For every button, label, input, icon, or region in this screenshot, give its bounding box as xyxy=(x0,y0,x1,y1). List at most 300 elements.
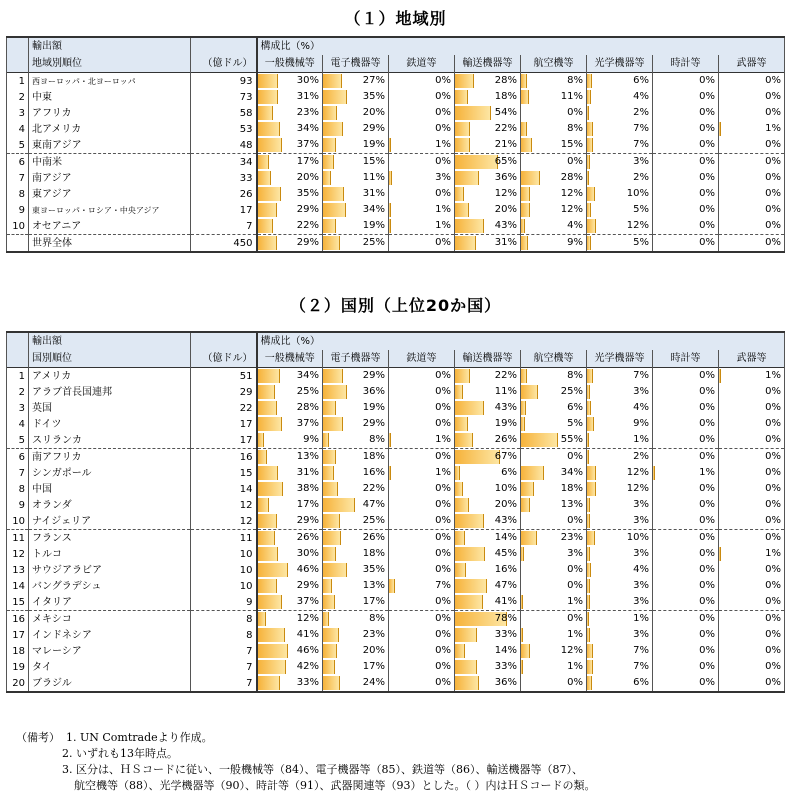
pct-cell xyxy=(455,400,521,416)
pct-value: 15% xyxy=(560,139,583,150)
pct-bar xyxy=(521,401,526,415)
rank-cell: 20 xyxy=(7,675,29,692)
table-row xyxy=(7,594,785,611)
rank-cell: 17 xyxy=(7,627,29,643)
pct-cell xyxy=(323,627,389,643)
pct-bar xyxy=(521,74,527,88)
pct-cell xyxy=(389,186,455,202)
pct-value: 55% xyxy=(560,434,583,445)
pct-value: 22% xyxy=(494,123,517,134)
pct-bar xyxy=(521,547,524,561)
pct-bar xyxy=(323,106,337,120)
pct-cell xyxy=(257,513,323,530)
section2-title: （２）国別（上位20か国） xyxy=(289,296,502,315)
pct-value: 0% xyxy=(435,515,451,526)
pct-bar xyxy=(258,90,279,104)
pct-value: 3% xyxy=(633,548,649,559)
pct-value: 3% xyxy=(633,386,649,397)
pct-cell xyxy=(719,675,785,692)
header-category: 光学機器等 xyxy=(587,350,653,368)
pct-value: 0% xyxy=(699,515,715,526)
pct-cell xyxy=(389,416,455,432)
header-category: 鉄道等 xyxy=(389,350,455,368)
pct-value: 0% xyxy=(699,188,715,199)
pct-cell xyxy=(653,400,719,416)
pct-cell xyxy=(389,368,455,385)
pct-cell xyxy=(323,675,389,692)
pct-cell xyxy=(653,154,719,171)
pct-bar xyxy=(323,450,336,464)
notes xyxy=(16,730,595,794)
pct-cell xyxy=(389,497,455,513)
notes-label: （備考） xyxy=(16,731,60,744)
pct-cell xyxy=(323,530,389,547)
pct-cell xyxy=(587,659,653,675)
pct-value: 37% xyxy=(296,139,319,150)
pct-value: 29% xyxy=(296,237,319,248)
pct-bar xyxy=(587,106,589,120)
pct-value: 1% xyxy=(765,548,782,559)
pct-value: 0% xyxy=(567,564,583,575)
table-row xyxy=(7,121,785,137)
pct-cell xyxy=(389,89,455,105)
pct-cell xyxy=(653,481,719,497)
pct-value: 36% xyxy=(362,386,385,397)
name-cell: ナイジェリア xyxy=(29,513,191,530)
pct-cell xyxy=(653,659,719,675)
pct-cell xyxy=(719,530,785,547)
pct-value: 38% xyxy=(296,483,319,494)
pct-value: 0% xyxy=(765,629,782,640)
pct-value: 41% xyxy=(494,596,517,607)
pct-bar xyxy=(455,466,460,480)
pct-cell xyxy=(587,643,653,659)
pct-cell xyxy=(257,432,323,449)
amount-cell: 12 xyxy=(191,497,257,513)
pct-value: 0% xyxy=(435,613,451,624)
pct-cell xyxy=(455,218,521,235)
pct-bar xyxy=(587,369,593,383)
pct-cell xyxy=(587,465,653,481)
pct-cell xyxy=(323,235,389,253)
pct-cell xyxy=(521,368,587,385)
pct-cell xyxy=(323,594,389,611)
pct-cell xyxy=(257,154,323,171)
pct-value: 6% xyxy=(633,677,649,688)
pct-value: 25% xyxy=(296,386,319,397)
pct-cell xyxy=(257,121,323,137)
pct-bar xyxy=(455,595,483,609)
pct-value: 8% xyxy=(369,434,385,445)
pct-bar xyxy=(587,417,594,431)
pct-cell xyxy=(323,562,389,578)
pct-cell xyxy=(587,154,653,171)
pct-bar xyxy=(258,660,286,674)
pct-cell xyxy=(323,497,389,513)
name-cell: タイ xyxy=(29,659,191,675)
pct-cell xyxy=(653,449,719,466)
pct-bar xyxy=(455,644,465,658)
pct-cell xyxy=(587,368,653,385)
pct-value: 2% xyxy=(633,172,649,183)
amount-cell: 17 xyxy=(191,202,257,218)
pct-value: 0% xyxy=(765,434,782,445)
table-row xyxy=(7,497,785,513)
pct-bar xyxy=(587,482,596,496)
amount-cell: 29 xyxy=(191,384,257,400)
rank-cell: 4 xyxy=(7,416,29,432)
pct-value: 0% xyxy=(435,451,451,462)
pct-value: 4% xyxy=(567,220,583,231)
pct-value: 0% xyxy=(435,564,451,575)
pct-bar xyxy=(587,155,590,169)
pct-bar xyxy=(258,74,278,88)
region-table xyxy=(6,36,785,253)
pct-value: 26% xyxy=(362,532,385,543)
pct-bar xyxy=(258,433,265,447)
pct-cell xyxy=(323,432,389,449)
pct-cell xyxy=(521,235,587,253)
pct-cell xyxy=(455,154,521,171)
pct-cell xyxy=(521,105,587,121)
pct-cell xyxy=(389,578,455,594)
pct-cell xyxy=(323,186,389,202)
pct-value: 0% xyxy=(567,156,583,167)
pct-cell xyxy=(719,384,785,400)
pct-cell xyxy=(521,121,587,137)
pct-value: 0% xyxy=(435,123,451,134)
name-cell: フランス xyxy=(29,530,191,547)
pct-value: 3% xyxy=(633,156,649,167)
rank-cell xyxy=(7,235,29,253)
pct-value: 0% xyxy=(765,677,782,688)
pct-value: 0% xyxy=(699,548,715,559)
pct-cell xyxy=(653,627,719,643)
pct-cell xyxy=(323,513,389,530)
header-amount-blank xyxy=(191,332,257,350)
pct-value: 17% xyxy=(362,596,385,607)
pct-bar xyxy=(521,138,532,152)
pct-cell xyxy=(389,530,455,547)
pct-cell xyxy=(389,546,455,562)
pct-value: 0% xyxy=(699,434,715,445)
pct-cell xyxy=(587,530,653,547)
amount-cell: 33 xyxy=(191,170,257,186)
pct-bar xyxy=(455,171,479,185)
pct-value: 0% xyxy=(699,156,715,167)
pct-value: 1% xyxy=(765,370,782,381)
pct-value: 35% xyxy=(296,188,319,199)
pct-value: 0% xyxy=(765,515,782,526)
amount-cell: 8 xyxy=(191,627,257,643)
pct-value: 24% xyxy=(362,677,385,688)
pct-value: 14% xyxy=(494,532,517,543)
section1-title: （１）地域別 xyxy=(344,9,447,28)
pct-cell xyxy=(587,384,653,400)
pct-cell xyxy=(653,121,719,137)
table-row xyxy=(7,513,785,530)
pct-cell xyxy=(455,594,521,611)
pct-bar xyxy=(455,628,477,642)
header-rank-blank xyxy=(7,55,29,73)
pct-bar xyxy=(521,595,523,609)
pct-cell xyxy=(455,89,521,105)
table-row xyxy=(7,137,785,154)
pct-bar xyxy=(587,203,591,217)
pct-bar xyxy=(587,628,590,642)
pct-bar xyxy=(521,90,529,104)
amount-cell: 17 xyxy=(191,416,257,432)
pct-value: 0% xyxy=(699,402,715,413)
pct-cell xyxy=(521,137,587,154)
pct-bar xyxy=(323,531,341,545)
pct-value: 20% xyxy=(296,172,319,183)
pct-cell xyxy=(719,481,785,497)
pct-value: 28% xyxy=(296,402,319,413)
pct-bar xyxy=(258,676,280,690)
pct-value: 20% xyxy=(494,499,517,510)
header-category: 鉄道等 xyxy=(389,55,455,73)
pct-cell xyxy=(653,675,719,692)
pct-cell xyxy=(587,170,653,186)
pct-value: 19% xyxy=(362,139,385,150)
pct-value: 16% xyxy=(494,564,517,575)
pct-cell xyxy=(587,497,653,513)
pct-value: 9% xyxy=(633,418,649,429)
pct-bar xyxy=(587,514,590,528)
pct-value: 0% xyxy=(699,483,715,494)
rank-cell: 10 xyxy=(7,218,29,235)
header-category: 電子機器等 xyxy=(323,350,389,368)
pct-value: 33% xyxy=(494,629,517,640)
pct-value: 0% xyxy=(435,677,451,688)
pct-bar xyxy=(258,385,275,399)
pct-cell xyxy=(389,400,455,416)
name-cell: メキシコ xyxy=(29,611,191,628)
pct-value: 0% xyxy=(567,580,583,591)
pct-bar xyxy=(323,660,335,674)
pct-bar xyxy=(521,122,527,136)
pct-bar xyxy=(258,122,281,136)
pct-bar xyxy=(455,531,465,545)
pct-cell xyxy=(719,497,785,513)
pct-cell xyxy=(653,594,719,611)
pct-cell xyxy=(653,89,719,105)
pct-bar xyxy=(719,369,721,383)
pct-bar xyxy=(719,122,721,136)
pct-cell xyxy=(653,465,719,481)
pct-value: 25% xyxy=(560,386,583,397)
pct-cell xyxy=(455,186,521,202)
pct-bar xyxy=(455,563,466,577)
pct-cell xyxy=(323,105,389,121)
pct-value: 33% xyxy=(296,677,319,688)
pct-value: 0% xyxy=(699,451,715,462)
pct-value: 42% xyxy=(296,661,319,672)
pct-cell xyxy=(323,449,389,466)
pct-value: 31% xyxy=(296,467,319,478)
pct-value: 3% xyxy=(633,499,649,510)
header-row-1 xyxy=(7,37,785,55)
pct-cell xyxy=(455,235,521,253)
pct-cell xyxy=(257,89,323,105)
pct-cell xyxy=(257,400,323,416)
pct-value: 0% xyxy=(699,661,715,672)
pct-value: 7% xyxy=(633,661,649,672)
pct-bar xyxy=(323,74,342,88)
pct-cell xyxy=(587,218,653,235)
pct-value: 4% xyxy=(633,91,649,102)
rank-cell: 2 xyxy=(7,384,29,400)
pct-cell xyxy=(389,659,455,675)
pct-bar xyxy=(587,612,589,626)
pct-bar xyxy=(258,155,270,169)
pct-value: 0% xyxy=(435,483,451,494)
pct-cell xyxy=(587,73,653,90)
name-cell: 南アジア xyxy=(29,170,191,186)
amount-cell: 15 xyxy=(191,465,257,481)
pct-cell xyxy=(323,121,389,137)
pct-cell xyxy=(587,416,653,432)
rank-cell: 9 xyxy=(7,202,29,218)
table-row xyxy=(7,202,785,218)
amount-cell: 11 xyxy=(191,530,257,547)
pct-value: 0% xyxy=(435,629,451,640)
pct-cell xyxy=(455,659,521,675)
pct-bar xyxy=(521,433,558,447)
pct-bar xyxy=(258,612,267,626)
pct-value: 0% xyxy=(699,499,715,510)
table-row xyxy=(7,546,785,562)
pct-bar xyxy=(587,547,590,561)
pct-value: 0% xyxy=(765,532,782,543)
pct-cell xyxy=(521,481,587,497)
pct-value: 0% xyxy=(567,677,583,688)
name-cell: オランダ xyxy=(29,497,191,513)
name-cell: アラブ首長国連邦 xyxy=(29,384,191,400)
pct-value: 0% xyxy=(699,613,715,624)
pct-value: 25% xyxy=(362,515,385,526)
pct-bar xyxy=(258,401,277,415)
pct-value: 5% xyxy=(567,418,583,429)
pct-cell xyxy=(719,105,785,121)
pct-cell xyxy=(389,121,455,137)
pct-value: 0% xyxy=(435,156,451,167)
pct-cell xyxy=(323,465,389,481)
rank-cell: 3 xyxy=(7,400,29,416)
name-cell: 南アフリカ xyxy=(29,449,191,466)
pct-cell xyxy=(719,643,785,659)
pct-cell xyxy=(389,562,455,578)
pct-cell xyxy=(521,497,587,513)
pct-bar xyxy=(323,579,332,593)
pct-cell xyxy=(719,186,785,202)
pct-bar xyxy=(587,401,591,415)
pct-cell xyxy=(455,643,521,659)
amount-cell: 8 xyxy=(191,611,257,628)
pct-cell xyxy=(719,513,785,530)
name-cell: 北アメリカ xyxy=(29,121,191,137)
pct-value: 0% xyxy=(699,75,715,86)
table-row xyxy=(7,432,785,449)
pct-value: 0% xyxy=(765,499,782,510)
pct-bar xyxy=(521,628,523,642)
pct-value: 0% xyxy=(567,107,583,118)
pct-value: 46% xyxy=(296,645,319,656)
pct-bar xyxy=(455,219,484,233)
pct-value: 54% xyxy=(494,107,517,118)
table-row xyxy=(7,368,785,385)
pct-value: 0% xyxy=(435,532,451,543)
pct-value: 23% xyxy=(296,107,319,118)
rank-cell: 3 xyxy=(7,105,29,121)
pct-cell xyxy=(257,530,323,547)
pct-bar xyxy=(258,531,276,545)
pct-cell xyxy=(521,562,587,578)
pct-bar xyxy=(587,187,595,201)
pct-bar xyxy=(455,74,474,88)
note-line-1: 1. UN Comtradeより作成。 xyxy=(66,731,213,744)
pct-cell xyxy=(455,513,521,530)
pct-bar xyxy=(258,547,278,561)
pct-bar xyxy=(323,219,336,233)
pct-cell xyxy=(521,400,587,416)
pct-cell xyxy=(521,659,587,675)
pct-value: 8% xyxy=(567,75,583,86)
pct-cell xyxy=(587,611,653,628)
pct-value: 1% xyxy=(435,139,451,150)
pct-cell xyxy=(323,481,389,497)
pct-value: 0% xyxy=(765,483,782,494)
pct-bar xyxy=(521,369,527,383)
pct-value: 28% xyxy=(494,75,517,86)
pct-bar xyxy=(521,660,523,674)
pct-cell xyxy=(521,675,587,692)
rank-cell: 6 xyxy=(7,154,29,171)
pct-cell xyxy=(455,416,521,432)
header-unit: （億ドル） xyxy=(191,55,257,73)
pct-value: 34% xyxy=(362,204,385,215)
pct-cell xyxy=(653,368,719,385)
pct-bar xyxy=(258,236,278,250)
pct-value: 0% xyxy=(435,370,451,381)
table-row xyxy=(7,627,785,643)
pct-value: 45% xyxy=(494,548,517,559)
table-row xyxy=(7,416,785,432)
pct-bar xyxy=(521,498,530,512)
pct-cell xyxy=(455,465,521,481)
pct-cell xyxy=(587,89,653,105)
pct-cell xyxy=(257,105,323,121)
pct-cell xyxy=(455,121,521,137)
pct-value: 0% xyxy=(435,91,451,102)
pct-cell xyxy=(719,449,785,466)
pct-value: 22% xyxy=(362,483,385,494)
pct-cell xyxy=(653,105,719,121)
pct-value: 0% xyxy=(435,107,451,118)
pct-cell xyxy=(587,400,653,416)
pct-bar xyxy=(389,466,391,480)
name-cell: アメリカ xyxy=(29,368,191,385)
header-rank-label: 国別順位 xyxy=(29,350,191,368)
pct-bar xyxy=(587,74,592,88)
pct-bar xyxy=(455,385,463,399)
pct-bar xyxy=(455,660,477,674)
header-category: 航空機等 xyxy=(521,350,587,368)
pct-value: 0% xyxy=(765,91,782,102)
pct-bar xyxy=(323,498,355,512)
pct-cell xyxy=(653,218,719,235)
